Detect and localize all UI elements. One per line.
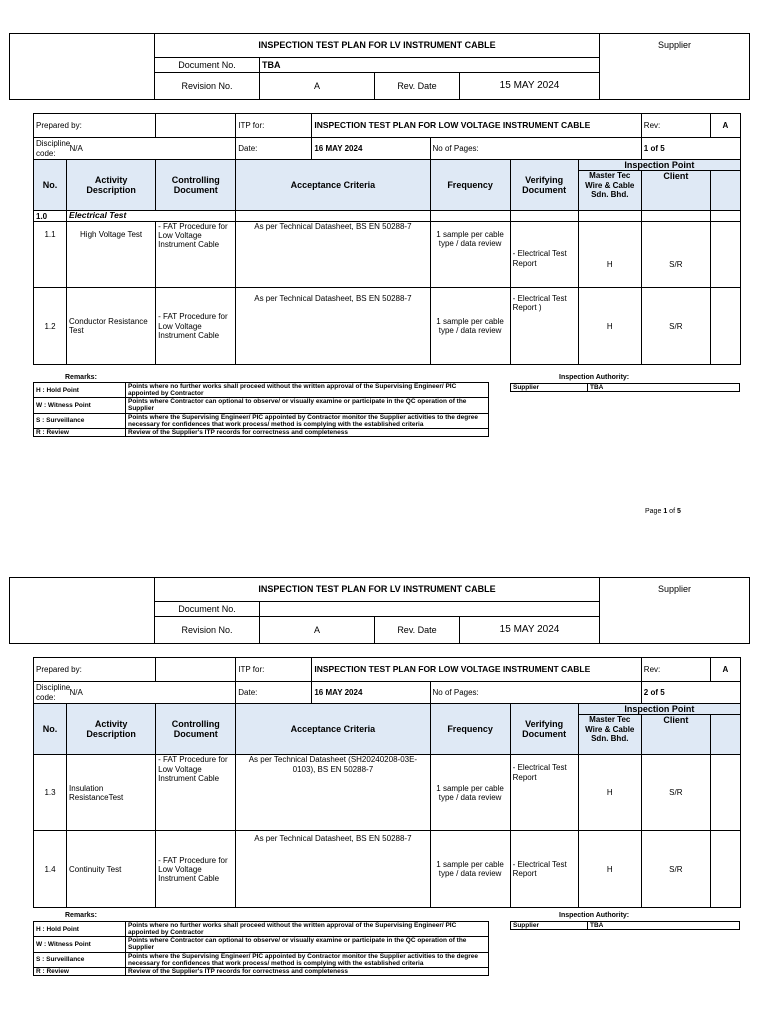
rev-no-value: A	[260, 73, 375, 100]
remark-code: H : Hold Point	[34, 922, 126, 937]
pages-label: No of Pages:	[430, 682, 641, 704]
row-client: S/R	[641, 831, 710, 908]
row-acceptance: As per Technical Datasheet, BS EN 50288-7	[236, 288, 430, 365]
rev-value: A	[710, 658, 740, 682]
logo-area	[10, 34, 155, 100]
remarks-table	[33, 921, 489, 976]
col-master: Master Tec Wire & Cable Sdn. Bhd.	[578, 171, 641, 211]
row-verifying: - Electrical Test Report	[510, 831, 578, 908]
authority-party: Supplier	[511, 922, 588, 930]
rev-date-value: 15 MAY 2024	[460, 617, 600, 644]
row-activity: Conductor Resistance Test	[67, 288, 156, 365]
authority-value: TBA	[588, 922, 740, 930]
remarks-title: Remarks:	[65, 374, 97, 381]
remark-code: H : Hold Point	[34, 383, 126, 398]
remark-text: Points where the Supervising Engineer/ PIC appointed by Contractor monitor the Supplier activities to the degree necessary for confidences that work process/ method is complying with the established criteria	[126, 952, 489, 967]
rev-label: Rev:	[641, 658, 710, 682]
row-blank	[710, 288, 740, 365]
authority-party: Supplier	[511, 384, 588, 392]
table-row	[34, 288, 741, 365]
row-controlling: - FAT Procedure for Low Voltage Instrument Cable	[156, 755, 236, 831]
rev-date-label: Rev. Date	[375, 617, 460, 644]
remark-text: Points where Contractor can optional to observe/ or visually examine or participate in the QC operation of the Supplier	[126, 937, 489, 952]
row-no: 1.3	[34, 755, 67, 831]
date-label: Date:	[236, 138, 312, 160]
section-blank	[236, 211, 430, 222]
col-activity: Activity Description	[67, 704, 156, 755]
row-client: S/R	[641, 222, 710, 288]
pages-label: No of Pages:	[430, 138, 641, 160]
doc-no-label: Document No.	[155, 58, 260, 73]
section-title: Electrical Test	[67, 211, 236, 222]
rev-value: A	[710, 114, 740, 138]
logo-area	[10, 578, 155, 644]
row-master: H	[578, 755, 641, 831]
date-value: 16 MAY 2024	[312, 682, 430, 704]
discipline-value: N/A	[67, 138, 236, 160]
row-verifying: - Electrical Test Report )	[510, 288, 578, 365]
discipline-label: Discipline code:	[34, 138, 67, 160]
remarks-title: Remarks:	[65, 912, 97, 919]
page-number	[645, 508, 681, 515]
col-no: No.	[34, 704, 67, 755]
section-blank	[710, 211, 740, 222]
table-row	[34, 831, 741, 908]
col-blank	[710, 715, 740, 755]
row-no: 1.1	[34, 222, 67, 288]
remark-text: Review of the Supplier's ITP records for correctness and completeness	[126, 967, 489, 975]
section-no: 1.0	[34, 211, 67, 222]
row-controlling: - FAT Procedure for Low Voltage Instrument Cable	[156, 831, 236, 908]
section-blank	[510, 211, 578, 222]
row-blank	[710, 755, 740, 831]
col-verifying: Verifying Document	[510, 704, 578, 755]
table-row	[34, 755, 741, 831]
inspection-authority-table	[510, 921, 740, 930]
row-frequency: 1 sample per cable type / data review	[430, 755, 510, 831]
row-master: H	[578, 222, 641, 288]
row-controlling: - FAT Procedure for Low Voltage Instrument Cable	[156, 288, 236, 365]
inspection-authority-table	[510, 383, 740, 392]
document-title: INSPECTION TEST PLAN FOR LV INSTRUMENT CABLE	[155, 34, 600, 58]
supplier-label: Supplier	[600, 34, 750, 100]
itp-main	[33, 657, 741, 908]
row-acceptance: As per Technical Datasheet, BS EN 50288-7	[236, 831, 430, 908]
row-client: S/R	[641, 755, 710, 831]
row-activity: High Voltage Test	[67, 222, 156, 288]
remark-code: S : Surveillance	[34, 952, 126, 967]
remark-code: W : Witness Point	[34, 937, 126, 952]
discipline-label: Discipline code:	[34, 682, 67, 704]
col-client: Client	[641, 715, 710, 755]
col-no: No.	[34, 160, 67, 211]
itp-title: INSPECTION TEST PLAN FOR LOW VOLTAGE INSTRUMENT CABLE	[312, 658, 641, 682]
page-label: Page	[645, 508, 662, 515]
document-header	[9, 577, 750, 644]
rev-no-label: Revision No.	[155, 73, 260, 100]
doc-no-value: TBA	[260, 58, 600, 73]
no-of-pages-value: 2 of 5	[641, 682, 740, 704]
rev-date-value: 15 MAY 2024	[460, 73, 600, 100]
section-blank	[430, 211, 510, 222]
col-verifying: Verifying Document	[510, 160, 578, 211]
remark-code: R : Review	[34, 428, 126, 436]
document-title: INSPECTION TEST PLAN FOR LV INSTRUMENT CABLE	[155, 578, 600, 602]
section-blank	[578, 211, 641, 222]
row-acceptance: As per Technical Datasheet (SH20240208-03E-0103), BS EN 50288-7	[236, 755, 430, 831]
inspection-authority-title: Inspection Authority:	[559, 374, 630, 381]
row-activity: Continuity Test	[67, 831, 156, 908]
remark-code: R : Review	[34, 967, 126, 975]
remark-text: Points where no further works shall proceed without the written approval of the Supervising Engineer/ PIC appointed by Contractor	[126, 383, 489, 398]
rev-label: Rev:	[641, 114, 710, 138]
rev-date-label: Rev. Date	[375, 73, 460, 100]
document-header	[9, 33, 750, 100]
col-blank	[710, 171, 740, 211]
row-acceptance: As per Technical Datasheet, BS EN 50288-7	[236, 222, 430, 288]
row-frequency: 1 sample per cable type / data review	[430, 222, 510, 288]
remark-text: Points where no further works shall proceed without the written approval of the Supervising Engineer/ PIC appointed by Contractor	[126, 922, 489, 937]
rev-no-label: Revision No.	[155, 617, 260, 644]
row-no: 1.4	[34, 831, 67, 908]
itp-for-label: ITP for:	[236, 658, 312, 682]
row-client: S/R	[641, 288, 710, 365]
prepared-by-value	[156, 114, 236, 138]
itp-title: INSPECTION TEST PLAN FOR LOW VOLTAGE INSTRUMENT CABLE	[312, 114, 641, 138]
col-frequency: Frequency	[430, 160, 510, 211]
no-of-pages-value: 1 of 5	[641, 138, 740, 160]
itp-body	[33, 113, 741, 365]
row-master: H	[578, 831, 641, 908]
supplier-label: Supplier	[600, 578, 750, 644]
prepared-by-label: Prepared by:	[34, 658, 156, 682]
col-acceptance: Acceptance Criteria	[236, 160, 430, 211]
page-total: 5	[676, 508, 681, 515]
date-value: 16 MAY 2024	[312, 138, 430, 160]
prepared-by-value	[156, 658, 236, 682]
col-controlling: Controlling Document	[156, 704, 236, 755]
prepared-by-label: Prepared by:	[34, 114, 156, 138]
col-controlling: Controlling Document	[156, 160, 236, 211]
itp-for-label: ITP for:	[236, 114, 312, 138]
itp-body	[33, 657, 741, 908]
table-row	[34, 222, 741, 288]
col-acceptance: Acceptance Criteria	[236, 704, 430, 755]
row-blank	[710, 831, 740, 908]
col-client: Client	[641, 171, 710, 211]
inspection-authority-title: Inspection Authority:	[559, 912, 630, 919]
row-frequency: 1 sample per cable type / data review	[430, 288, 510, 365]
doc-no-label: Document No.	[155, 602, 260, 617]
row-verifying: - Electrical Test Report	[510, 755, 578, 831]
doc-no-value	[260, 602, 600, 617]
col-frequency: Frequency	[430, 704, 510, 755]
remark-code: S : Surveillance	[34, 413, 126, 428]
page-of: of	[669, 508, 676, 515]
row-controlling: - FAT Procedure for Low Voltage Instrument Cable	[156, 222, 236, 288]
row-master: H	[578, 288, 641, 365]
section-blank	[641, 211, 710, 222]
remark-code: W : Witness Point	[34, 398, 126, 413]
col-inspection-point: Inspection Point	[578, 704, 740, 715]
itp-main	[33, 113, 741, 365]
row-blank	[710, 222, 740, 288]
remark-text: Points where Contractor can optional to observe/ or visually examine or participate in the QC operation of the Supplier	[126, 398, 489, 413]
authority-value: TBA	[588, 384, 740, 392]
remark-text: Points where the Supervising Engineer/ PIC appointed by Contractor monitor the Supplier activities to the degree necessary for confidences that work process/ method is complying with the established criteria	[126, 413, 489, 428]
discipline-value: N/A	[67, 682, 236, 704]
col-activity: Activity Description	[67, 160, 156, 211]
remark-text: Review of the Supplier's ITP records for correctness and completeness	[126, 428, 489, 436]
rev-no-value: A	[260, 617, 375, 644]
remarks-table	[33, 382, 489, 437]
page-current: 1	[663, 508, 668, 515]
row-frequency: 1 sample per cable type / data review	[430, 831, 510, 908]
date-label: Date:	[236, 682, 312, 704]
row-no: 1.2	[34, 288, 67, 365]
row-activity: Insulation ResistanceTest	[67, 755, 156, 831]
col-inspection-point: Inspection Point	[578, 160, 740, 171]
col-master: Master Tec Wire & Cable Sdn. Bhd.	[578, 715, 641, 755]
row-verifying: - Electrical Test Report	[510, 222, 578, 288]
